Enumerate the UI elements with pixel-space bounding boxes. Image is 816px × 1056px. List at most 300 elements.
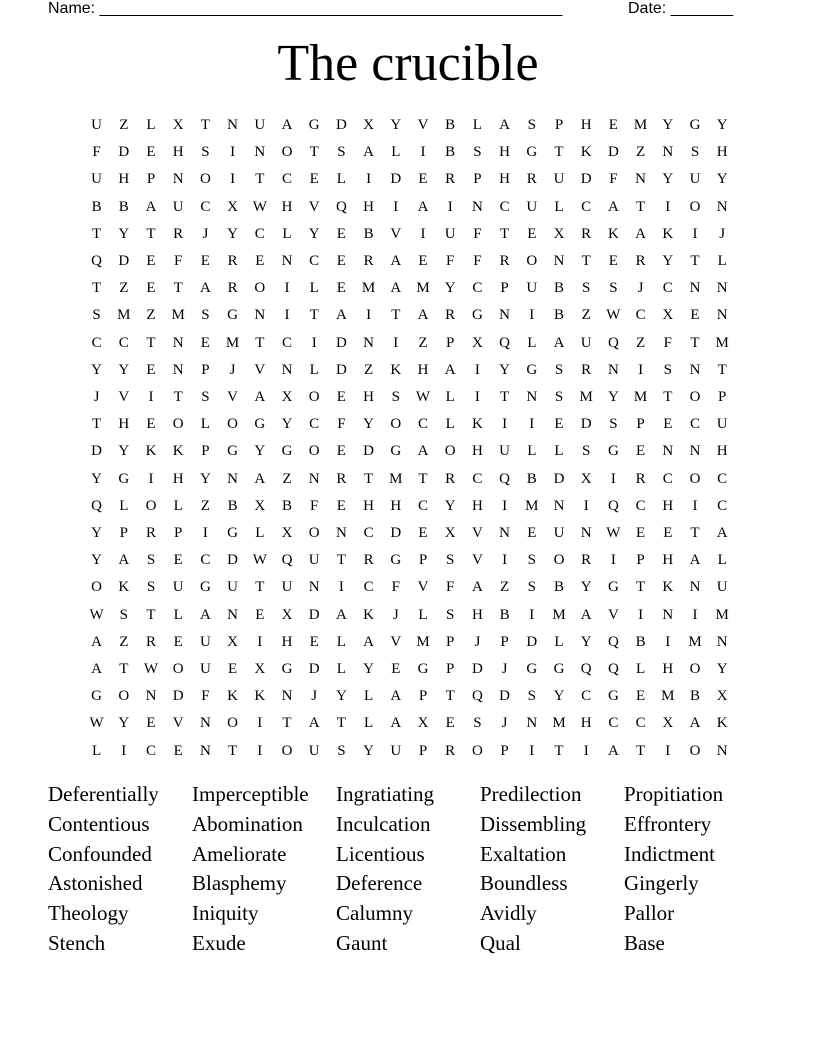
grid-letter[interactable]: N xyxy=(254,144,266,161)
grid-letter[interactable]: X xyxy=(417,715,429,732)
grid-letter[interactable]: F xyxy=(391,579,400,596)
grid-letter[interactable]: P xyxy=(446,633,455,650)
grid-letter[interactable]: A xyxy=(390,253,402,269)
grid-letter[interactable]: T xyxy=(255,579,265,596)
grid-letter[interactable]: E xyxy=(146,416,156,433)
grid-letter[interactable]: P xyxy=(636,416,645,433)
grid-letter[interactable]: Y xyxy=(363,416,375,433)
grid-letter[interactable]: H xyxy=(499,171,511,188)
grid-letter[interactable]: N xyxy=(607,361,619,378)
grid-letter[interactable]: U xyxy=(580,334,592,351)
grid-letter[interactable]: S xyxy=(201,389,210,405)
grid-letter[interactable]: Q xyxy=(607,661,619,677)
grid-letter[interactable]: Z xyxy=(119,280,129,297)
grid-letter[interactable]: N xyxy=(689,443,701,460)
grid-letter[interactable]: K xyxy=(118,579,130,596)
grid-letter[interactable]: P xyxy=(201,361,210,378)
grid-letter[interactable]: F xyxy=(92,144,101,161)
grid-letter[interactable]: P xyxy=(473,171,482,188)
grid-letter[interactable]: N xyxy=(716,198,728,215)
grid-letter[interactable]: Q xyxy=(499,334,511,351)
grid-letter[interactable]: G xyxy=(390,443,402,460)
grid-letter[interactable]: R xyxy=(581,225,592,242)
grid-letter[interactable]: P xyxy=(418,742,428,759)
grid-letter[interactable]: Y xyxy=(580,579,592,596)
grid-letter[interactable]: N xyxy=(281,361,293,378)
grid-letter[interactable]: U xyxy=(716,416,728,433)
grid-letter[interactable]: D xyxy=(526,633,538,650)
grid-letter[interactable]: P xyxy=(718,389,727,405)
grid-letter[interactable]: P xyxy=(119,525,128,541)
grid-letter[interactable]: K xyxy=(363,606,375,623)
grid-letter[interactable]: C xyxy=(254,225,265,242)
grid-letter[interactable]: R xyxy=(145,525,156,541)
grid-letter[interactable]: G xyxy=(526,144,538,161)
grid-letter[interactable]: V xyxy=(254,361,266,378)
grid-letter[interactable]: L xyxy=(336,633,346,650)
grid-letter[interactable]: J xyxy=(202,225,209,242)
grid-letter[interactable]: L xyxy=(173,497,183,514)
grid-letter[interactable]: Y xyxy=(91,552,103,569)
grid-letter[interactable]: N xyxy=(662,606,674,623)
grid-letter[interactable]: G xyxy=(607,579,619,596)
grid-letter[interactable]: A xyxy=(417,198,429,215)
grid-letter[interactable]: Z xyxy=(636,144,646,161)
grid-letter[interactable]: C xyxy=(717,470,728,487)
grid-letter[interactable]: Y xyxy=(444,280,456,297)
grid-letter[interactable]: I xyxy=(474,389,480,405)
grid-letter[interactable]: L xyxy=(336,661,346,677)
grid-letter[interactable]: X xyxy=(471,334,483,351)
grid-letter[interactable]: E xyxy=(173,633,183,650)
grid-letter[interactable]: F xyxy=(473,253,482,269)
grid-letter[interactable]: E xyxy=(309,633,319,650)
grid-letter[interactable]: Z xyxy=(364,361,374,378)
grid-letter[interactable]: S xyxy=(119,606,128,623)
grid-letter[interactable]: M xyxy=(715,606,729,623)
grid-letter[interactable]: I xyxy=(474,361,480,378)
grid-letter[interactable]: Q xyxy=(499,470,511,487)
grid-letter[interactable]: T xyxy=(282,715,292,732)
grid-letter[interactable]: R xyxy=(445,470,456,487)
grid-letter[interactable]: N xyxy=(172,334,184,351)
grid-letter[interactable]: L xyxy=(554,443,564,460)
grid-letter[interactable]: J xyxy=(474,633,481,650)
grid-letter[interactable]: G xyxy=(308,117,320,133)
grid-letter[interactable]: T xyxy=(92,416,102,433)
grid-letter[interactable]: I xyxy=(366,307,372,324)
grid-letter[interactable]: H xyxy=(662,552,674,569)
grid-letter[interactable]: K xyxy=(254,688,266,705)
grid-letter[interactable]: E xyxy=(418,171,428,188)
grid-letter[interactable]: B xyxy=(635,633,646,650)
grid-letter[interactable]: H xyxy=(172,144,184,161)
grid-letter[interactable]: B xyxy=(553,579,564,596)
grid-letter[interactable]: G xyxy=(526,661,538,677)
grid-letter[interactable]: O xyxy=(689,742,701,759)
grid-letter[interactable]: E xyxy=(146,144,156,161)
grid-letter[interactable]: A xyxy=(199,606,211,623)
grid-letter[interactable]: Y xyxy=(91,361,103,378)
grid-letter[interactable]: A xyxy=(444,361,456,378)
grid-letter[interactable]: S xyxy=(337,144,346,161)
grid-letter[interactable]: U xyxy=(308,552,320,569)
grid-letter[interactable]: W xyxy=(415,389,431,405)
grid-letter[interactable]: X xyxy=(662,307,674,324)
grid-letter[interactable]: L xyxy=(636,661,646,677)
grid-letter[interactable]: C xyxy=(281,171,292,188)
grid-letter[interactable]: E xyxy=(336,443,346,460)
grid-letter[interactable]: E xyxy=(336,497,346,514)
grid-letter[interactable]: E xyxy=(255,253,265,269)
grid-letter[interactable]: Y xyxy=(662,253,674,269)
grid-letter[interactable]: H xyxy=(363,198,375,215)
grid-letter[interactable]: N xyxy=(254,307,266,324)
grid-letter[interactable]: C xyxy=(635,497,646,514)
grid-letter[interactable]: Y xyxy=(390,117,402,133)
grid-letter[interactable]: S xyxy=(609,416,618,433)
grid-letter[interactable]: K xyxy=(390,361,402,378)
grid-letter[interactable]: T xyxy=(690,334,700,351)
grid-letter[interactable]: S xyxy=(582,280,591,297)
grid-letter[interactable]: K xyxy=(662,225,674,242)
grid-letter[interactable]: D xyxy=(335,361,347,378)
grid-letter[interactable]: S xyxy=(527,117,536,133)
grid-letter[interactable]: X xyxy=(172,117,184,133)
grid-letter[interactable]: O xyxy=(145,497,157,514)
grid-letter[interactable]: P xyxy=(500,633,509,650)
grid-letter[interactable]: C xyxy=(472,470,483,487)
grid-letter[interactable]: B xyxy=(91,198,102,215)
grid-letter[interactable]: C xyxy=(581,198,592,215)
grid-letter[interactable]: I xyxy=(502,552,508,569)
grid-letter[interactable]: D xyxy=(580,416,592,433)
grid-letter[interactable]: M xyxy=(416,280,430,297)
grid-letter[interactable]: L xyxy=(92,742,102,759)
grid-letter[interactable]: A xyxy=(607,198,619,215)
grid-letter[interactable]: E xyxy=(690,307,700,324)
grid-letter[interactable]: E xyxy=(636,688,646,705)
grid-letter[interactable]: R xyxy=(445,742,456,759)
grid-letter[interactable]: Y xyxy=(91,470,103,487)
grid-letter[interactable]: G xyxy=(281,661,293,677)
grid-letter[interactable]: S xyxy=(391,389,400,405)
grid-letter[interactable]: D xyxy=(607,144,619,161)
grid-letter[interactable]: U xyxy=(308,742,320,759)
grid-letter[interactable]: D xyxy=(308,661,320,677)
grid-letter[interactable]: E xyxy=(663,525,673,541)
grid-letter[interactable]: I xyxy=(284,307,290,324)
grid-letter[interactable]: O xyxy=(308,525,320,541)
grid-letter[interactable]: H xyxy=(499,144,511,161)
grid-letter[interactable]: D xyxy=(553,470,565,487)
grid-letter[interactable]: B xyxy=(553,280,564,297)
grid-letter[interactable]: L xyxy=(445,416,455,433)
grid-letter[interactable]: G xyxy=(118,470,130,487)
grid-letter[interactable]: T xyxy=(663,389,673,405)
grid-letter[interactable]: R xyxy=(445,171,456,188)
grid-letter[interactable]: M xyxy=(416,633,430,650)
grid-letter[interactable]: C xyxy=(662,280,673,297)
grid-letter[interactable]: W xyxy=(606,525,621,541)
grid-letter[interactable]: N xyxy=(363,334,375,351)
grid-letter[interactable]: F xyxy=(174,253,183,269)
grid-letter[interactable]: I xyxy=(148,389,154,405)
grid-letter[interactable]: H xyxy=(363,497,375,514)
grid-letter[interactable]: X xyxy=(580,470,592,487)
grid-letter[interactable]: B xyxy=(445,144,456,161)
grid-letter[interactable]: K xyxy=(607,225,619,242)
grid-letter[interactable]: C xyxy=(635,715,646,732)
grid-letter[interactable]: E xyxy=(663,416,673,433)
grid-letter[interactable]: S xyxy=(527,579,536,596)
grid-letter[interactable]: Y xyxy=(444,497,456,514)
grid-letter[interactable]: X xyxy=(716,688,728,705)
grid-letter[interactable]: D xyxy=(471,661,483,677)
grid-letter[interactable]: S xyxy=(554,361,564,378)
grid-letter[interactable]: T xyxy=(554,742,564,759)
grid-letter[interactable]: O xyxy=(444,443,456,460)
grid-letter[interactable]: L xyxy=(282,225,292,242)
grid-letter[interactable]: X xyxy=(363,117,375,133)
grid-letter[interactable]: T xyxy=(92,280,102,297)
grid-letter[interactable]: Y xyxy=(499,361,511,378)
grid-letter[interactable]: A xyxy=(635,225,647,242)
grid-letter[interactable]: T xyxy=(636,742,646,759)
grid-letter[interactable]: U xyxy=(281,579,293,596)
grid-letter[interactable]: E xyxy=(200,334,210,351)
grid-letter[interactable]: M xyxy=(389,470,403,487)
grid-letter[interactable]: E xyxy=(445,715,455,732)
grid-letter[interactable]: C xyxy=(200,552,211,569)
grid-letter[interactable]: A xyxy=(471,579,483,596)
grid-letter[interactable]: V xyxy=(390,225,402,242)
grid-letter[interactable]: Y xyxy=(580,633,592,650)
grid-letter[interactable]: S xyxy=(663,361,672,378)
grid-letter[interactable]: V xyxy=(308,198,320,215)
grid-letter[interactable]: H xyxy=(471,443,483,460)
grid-letter[interactable]: K xyxy=(662,579,674,596)
grid-letter[interactable]: P xyxy=(500,280,509,297)
grid-letter[interactable]: Q xyxy=(580,661,592,677)
grid-letter[interactable]: N xyxy=(716,307,728,324)
grid-letter[interactable]: E xyxy=(391,661,401,677)
grid-letter[interactable]: K xyxy=(716,715,728,732)
grid-letter[interactable]: O xyxy=(91,579,103,596)
grid-letter[interactable]: D xyxy=(308,606,320,623)
grid-letter[interactable]: Y xyxy=(227,225,239,242)
grid-letter[interactable]: N xyxy=(308,470,320,487)
grid-letter[interactable]: U xyxy=(689,171,701,188)
grid-letter[interactable]: Y xyxy=(199,470,211,487)
grid-letter[interactable]: I xyxy=(665,742,671,759)
grid-letter[interactable]: N xyxy=(227,606,239,623)
grid-letter[interactable]: N xyxy=(662,144,674,161)
grid-letter[interactable]: L xyxy=(173,606,183,623)
grid-letter[interactable]: L xyxy=(119,497,129,514)
grid-letter[interactable]: L xyxy=(717,253,727,269)
date-field[interactable]: Date: _______ xyxy=(628,0,733,17)
grid-letter[interactable]: T xyxy=(255,334,265,351)
grid-letter[interactable]: S xyxy=(690,144,700,161)
grid-letter[interactable]: X xyxy=(553,225,565,242)
grid-letter[interactable]: I xyxy=(638,361,644,378)
grid-letter[interactable]: O xyxy=(526,253,538,269)
grid-letter[interactable]: N xyxy=(281,688,293,705)
grid-letter[interactable]: I xyxy=(583,742,589,759)
grid-letter[interactable]: E xyxy=(336,389,346,405)
grid-letter[interactable]: D xyxy=(335,117,347,133)
grid-letter[interactable]: R xyxy=(363,552,374,569)
grid-letter[interactable]: G xyxy=(254,416,266,433)
grid-letter[interactable]: C xyxy=(662,470,673,487)
grid-letter[interactable]: O xyxy=(281,742,293,759)
grid-letter[interactable]: K xyxy=(227,688,239,705)
grid-letter[interactable]: N xyxy=(172,361,184,378)
grid-letter[interactable]: O xyxy=(281,144,293,161)
grid-letter[interactable]: J xyxy=(229,361,236,378)
grid-letter[interactable]: Q xyxy=(91,253,103,269)
grid-letter[interactable]: U xyxy=(199,633,211,650)
grid-letter[interactable]: O xyxy=(118,688,130,705)
grid-letter[interactable]: G xyxy=(417,661,429,677)
grid-letter[interactable]: T xyxy=(581,253,591,269)
grid-letter[interactable]: U xyxy=(526,198,538,215)
grid-letter[interactable]: L xyxy=(364,688,374,705)
grid-letter[interactable]: O xyxy=(553,552,565,569)
grid-letter[interactable]: K xyxy=(580,144,592,161)
grid-letter[interactable]: F xyxy=(201,688,210,705)
grid-letter[interactable]: E xyxy=(309,171,319,188)
grid-letter[interactable]: S xyxy=(582,443,591,460)
grid-letter[interactable]: S xyxy=(337,742,346,759)
grid-letter[interactable]: R xyxy=(336,470,347,487)
grid-letter[interactable]: E xyxy=(146,361,156,378)
grid-letter[interactable]: T xyxy=(500,225,510,242)
grid-letter[interactable]: I xyxy=(338,579,344,596)
grid-letter[interactable]: O xyxy=(227,715,239,732)
grid-letter[interactable]: O xyxy=(308,389,320,405)
grid-letter[interactable]: O xyxy=(254,280,266,297)
grid-letter[interactable]: Z xyxy=(200,497,210,514)
grid-letter[interactable]: A xyxy=(390,715,402,732)
grid-letter[interactable]: T xyxy=(418,470,428,487)
grid-letter[interactable]: C xyxy=(717,497,728,514)
grid-letter[interactable]: N xyxy=(499,525,511,541)
grid-letter[interactable]: C xyxy=(118,334,129,351)
grid-letter[interactable]: U xyxy=(199,661,211,677)
grid-letter[interactable]: O xyxy=(199,171,211,188)
grid-letter[interactable]: C xyxy=(417,497,428,514)
grid-letter[interactable]: Y xyxy=(716,171,728,188)
grid-letter[interactable]: O xyxy=(689,661,701,677)
grid-letter[interactable]: R xyxy=(363,253,374,269)
grid-letter[interactable]: S xyxy=(609,280,618,297)
grid-letter[interactable]: J xyxy=(719,225,726,242)
grid-letter[interactable]: I xyxy=(121,742,127,759)
grid-letter[interactable]: T xyxy=(255,171,265,188)
grid-letter[interactable]: O xyxy=(390,416,402,433)
grid-letter[interactable]: N xyxy=(553,253,565,269)
grid-letter[interactable]: U xyxy=(716,579,728,596)
grid-letter[interactable]: X xyxy=(662,715,674,732)
grid-letter[interactable]: S xyxy=(473,715,482,732)
grid-letter[interactable]: C xyxy=(608,715,619,732)
grid-letter[interactable]: I xyxy=(502,497,508,514)
grid-letter[interactable]: I xyxy=(665,198,671,215)
grid-letter[interactable]: L xyxy=(364,715,374,732)
grid-letter[interactable]: U xyxy=(444,225,456,242)
grid-letter[interactable]: Z xyxy=(119,633,129,650)
grid-letter[interactable]: Q xyxy=(335,198,347,215)
grid-letter[interactable]: I xyxy=(202,525,208,541)
grid-letter[interactable]: Z xyxy=(581,307,591,324)
grid-letter[interactable]: I xyxy=(257,715,263,732)
grid-letter[interactable]: C xyxy=(281,334,292,351)
grid-letter[interactable]: E xyxy=(608,117,618,133)
grid-letter[interactable]: Y xyxy=(118,443,130,460)
grid-letter[interactable]: H xyxy=(281,198,293,215)
grid-letter[interactable]: E xyxy=(636,525,646,541)
grid-letter[interactable]: N xyxy=(553,497,565,514)
grid-letter[interactable]: H xyxy=(118,171,130,188)
grid-letter[interactable]: J xyxy=(93,389,100,405)
grid-letter[interactable]: X xyxy=(281,389,293,405)
grid-letter[interactable]: T xyxy=(690,253,700,269)
grid-letter[interactable]: S xyxy=(201,144,210,161)
grid-letter[interactable]: B xyxy=(227,497,238,514)
grid-letter[interactable]: A xyxy=(145,198,157,215)
grid-letter[interactable]: R xyxy=(635,470,646,487)
grid-letter[interactable]: I xyxy=(257,742,263,759)
grid-letter[interactable]: E xyxy=(336,225,346,242)
grid-letter[interactable]: D xyxy=(227,552,239,569)
grid-letter[interactable]: D xyxy=(172,688,184,705)
grid-letter[interactable]: D xyxy=(390,525,402,541)
grid-letter[interactable]: I xyxy=(529,307,535,324)
grid-letter[interactable]: T xyxy=(690,525,700,541)
grid-letter[interactable]: H xyxy=(363,389,375,405)
grid-letter[interactable]: C xyxy=(200,198,211,215)
grid-letter[interactable]: N xyxy=(199,715,211,732)
grid-letter[interactable]: N xyxy=(499,307,511,324)
grid-letter[interactable]: V xyxy=(118,389,130,405)
grid-letter[interactable]: O xyxy=(308,443,320,460)
grid-letter[interactable]: R xyxy=(526,171,537,188)
grid-letter[interactable]: S xyxy=(527,688,536,705)
grid-letter[interactable]: H xyxy=(662,661,674,677)
grid-letter[interactable]: O xyxy=(689,470,701,487)
grid-letter[interactable]: D xyxy=(499,688,511,705)
grid-letter[interactable]: P xyxy=(636,552,645,569)
grid-letter[interactable]: N xyxy=(145,688,157,705)
grid-letter[interactable]: E xyxy=(336,280,346,297)
grid-letter[interactable]: N xyxy=(689,280,701,297)
grid-letter[interactable]: U xyxy=(172,198,184,215)
grid-letter[interactable]: A xyxy=(607,742,619,759)
grid-letter[interactable]: Z xyxy=(146,307,156,324)
grid-letter[interactable]: P xyxy=(446,661,455,677)
grid-letter[interactable]: T xyxy=(146,334,156,351)
grid-letter[interactable]: C xyxy=(363,525,374,541)
grid-letter[interactable]: T xyxy=(228,742,238,759)
grid-letter[interactable]: B xyxy=(363,225,374,242)
grid-letter[interactable]: G xyxy=(471,307,483,324)
grid-letter[interactable]: A xyxy=(689,552,701,569)
grid-letter[interactable]: J xyxy=(501,661,508,677)
grid-letter[interactable]: F xyxy=(663,334,672,351)
grid-letter[interactable]: V xyxy=(471,552,483,569)
